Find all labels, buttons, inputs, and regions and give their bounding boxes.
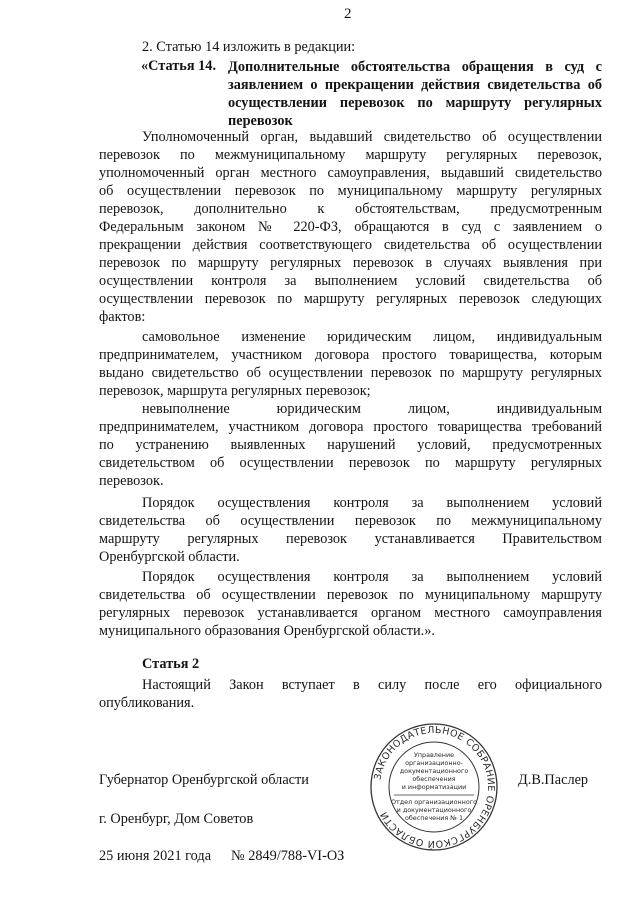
official-stamp [368, 721, 500, 853]
text-line: муниципального образования Оренбургской области.». [99, 623, 435, 639]
stamp-inner-line: обеспечения [412, 775, 456, 783]
text-line: предпринимателем, участником договора простого товарищества, которым [99, 347, 602, 363]
article-2-heading: Статья 2 [142, 656, 200, 672]
text-line: свидетельством об осуществлении перевозок по маршруту регулярных [99, 455, 602, 471]
title-line: осуществлении перевозок по маршруту регулярных [228, 95, 602, 111]
text-line: осуществлении контроля за выполнением условий свидетельства об [99, 273, 602, 289]
stamp-inner-line: и информатизации [401, 783, 467, 791]
text-line: фактов: [99, 309, 146, 325]
text-line: перевозок. [99, 473, 164, 489]
article-14-label: «Статья 14. [141, 58, 217, 74]
text-line: Порядок осуществления контроля за выполнением условий [142, 569, 602, 585]
text-line: перевозок по межмуниципальному маршруту регулярных перевозок, [99, 147, 602, 163]
signing-place: г. Оренбург, Дом Советов [99, 811, 254, 827]
text-line: перевозок по маршруту регулярных перевозок в случаях выявления при [99, 255, 602, 271]
signatory-name: Д.В.Паслер [518, 772, 589, 788]
stamp-inner-line: документационного [399, 767, 469, 775]
text-line: Настоящий Закон вступает в силу после его официального [142, 677, 602, 693]
text-line: самовольное изменение юридическим лицом, индивидуальным [142, 329, 602, 345]
text-line: перевозок, дополнительно к обстоятельствам, предусмотренным [99, 201, 602, 217]
signing-date: 25 июня 2021 года [99, 848, 212, 864]
text-line: свидетельства об осуществлении перевозок по межмуниципальному [99, 513, 602, 529]
text-line: по устранению выявленных нарушений условий, предусмотренных [99, 437, 602, 453]
title-line: Дополнительные обстоятельства обращения в суд с [228, 59, 602, 75]
text-line: об осуществлении перевозок по муниципальному маршруту регулярных [99, 183, 602, 199]
amendment-intro: 2. Статью 14 изложить в редакции: [142, 39, 356, 55]
text-line: осуществлении перевозок по маршруту регулярных перевозок следующих [99, 291, 602, 307]
stamp-dept-line: обеспечения № 1 [404, 814, 464, 822]
text-line: выдано свидетельство об осуществлении перевозок по маршруту регулярных [99, 365, 602, 381]
text-line: Порядок осуществления контроля за выполнением условий [142, 495, 602, 511]
text-line: регулярных перевозок устанавливается органом местного самоуправления [99, 605, 602, 621]
title-line: перевозок [228, 113, 293, 129]
title-line: заявлением о прекращении действия свидетельства об [228, 77, 602, 93]
law-number: № 2849/788-VI-ОЗ [231, 848, 345, 864]
text-line: опубликования. [99, 695, 195, 711]
text-line: прекращении действия соответствующего свидетельства об осуществлении [99, 237, 602, 253]
text-line: невыполнение юридическим лицом, индивидуальным [142, 401, 602, 417]
text-line: маршруту регулярных перевозок устанавливается Правительством [99, 531, 602, 547]
text-line: уполномоченный орган местного самоуправления, выдавший свидетельство [99, 165, 602, 181]
text-line: перевозок, маршрута регулярных перевозок; [99, 383, 371, 399]
stamp-inner-line: организационно- [405, 759, 463, 767]
text-line: предпринимателем, участником договора простого товарищества требований [99, 419, 602, 435]
stamp-inner-line: Управление [413, 751, 455, 759]
text-line: Оренбургской области. [99, 549, 240, 565]
stamp-dept-line: и документационного [396, 806, 472, 814]
page-number: 2 [344, 6, 352, 22]
text-line: Федеральным законом № 220-ФЗ, обращаются в суд с заявлением о [99, 219, 602, 235]
stamp-ring-text: ЗАКОНОДАТЕЛЬНОЕ СОБРАНИЕ ОРЕНБУРГСКОЙ ОБЛАСТИ [372, 724, 497, 850]
stamp-dept-line: Отдел организационного [390, 798, 478, 806]
text-line: свидетельства об осуществлении перевозок по муниципальному маршруту [99, 587, 602, 603]
signatory-position: Губернатор Оренбургской области [99, 772, 309, 788]
text-line: Уполномоченный орган, выдавший свидетельство об осуществлении [142, 129, 602, 145]
